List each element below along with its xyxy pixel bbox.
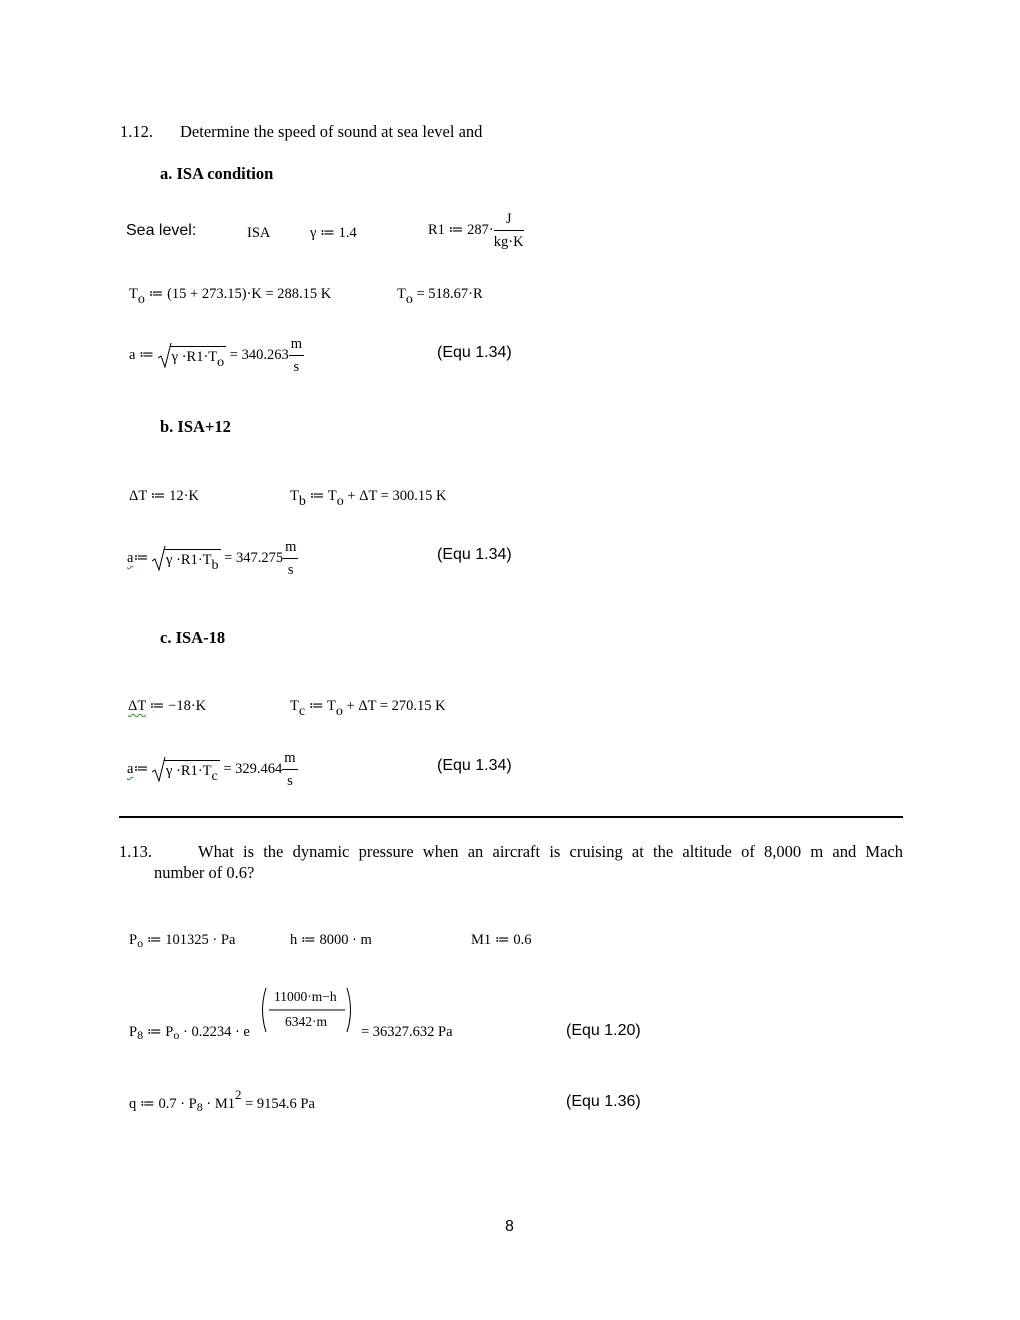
q-subscript: 8 [196,1100,203,1114]
tc-mid: ≔ T [305,698,336,714]
r1-lhs: R1 ≔ 287· [428,222,494,238]
r1-unit-den: kg·K [493,233,524,250]
q-definition [129,1087,315,1114]
a3-unit-s: s [287,772,293,789]
p8-mid-sub: o [173,1028,180,1042]
a2-unit-s: s [287,561,294,578]
tc-mid-sub: o [335,704,343,719]
q-lhs: q ≔ 0.7 · P [129,1096,197,1112]
a2-sqrt [152,549,220,573]
a3-radicand-sub: c [211,768,218,784]
sqrt-icon [158,342,172,368]
a2-lhs: a [127,550,134,566]
to-expression: ≔ (15 + 273.15)·K = 288.15 K [144,286,332,302]
gamma-definition: γ ≔ 1.4 [310,225,357,241]
a2-radicand-sub: b [211,557,219,573]
equ-ref-120: (Equ 1.20) [566,1022,641,1039]
a1-sqrt [158,346,226,370]
to2-value: = 518.67·R [412,286,483,302]
to-rankine [397,286,483,307]
a3-sqrt [152,760,220,784]
section-divider [119,816,903,818]
sqrt-icon [152,545,166,571]
po-rhs: ≔ 101325 · Pa [143,932,236,948]
a2-assign: ≔ [133,550,149,566]
a3-unit-m: m [282,751,297,770]
p8-subscript: 8 [137,1028,144,1042]
q-value: = 9154.6 Pa [241,1096,315,1112]
po-symbol: P [129,932,138,948]
h-definition: h ≔ 8000 · m [290,932,372,948]
a3-assign: ≔ [133,761,149,777]
tc-rhs: + ΔT = 270.15 K [342,698,446,714]
a2-unit-m: m [283,540,298,559]
sqrt-icon [152,756,166,782]
delta-t-c [128,698,206,715]
page-number: 8 [505,1218,514,1235]
speed-of-sound-c [127,751,298,788]
problem-113-line2: number of 0.6? [154,863,255,882]
exponent-denominator: 6342·m [285,1014,327,1029]
tb-definition [290,488,447,509]
a3-value: = 329.464 [223,761,283,777]
r1-definition [428,212,524,249]
po-definition [129,932,235,949]
m1-definition: M1 ≔ 0.6 [471,932,532,948]
a1-unit-m: m [289,337,304,356]
tb-mid-sub: o [336,494,344,509]
p8-mid: ≔ P [143,1024,174,1040]
tc-symbol: T [290,698,299,714]
speed-of-sound-isa [129,337,304,374]
tb-mid: ≔ T [305,488,337,504]
r1-unit-fraction [494,212,524,249]
tb-rhs: + ΔT = 300.15 K [343,488,447,504]
to2-subscript: o [405,292,413,307]
to-symbol: T [129,286,138,302]
a1-value: = 340.263 [229,347,289,363]
equ-ref-b: (Equ 1.34) [437,546,512,563]
a1-radicand-sub: o [217,354,225,370]
tb-subscript: b [298,494,306,509]
delta-t-b: ΔT ≔ 12·K [129,488,199,504]
to-subscript: o [137,292,145,307]
p8-value: = 36327.632 Pa [361,1024,453,1040]
a3-lhs: a [127,761,134,777]
po-subscript: o [137,936,144,950]
isa-label: ISA [247,225,271,241]
a1-radicand: γ ·R1·T [171,348,218,365]
equ-ref-c: (Equ 1.34) [437,757,512,774]
to-definition [129,286,332,307]
tb-symbol: T [290,488,299,504]
tc-definition [290,698,446,719]
equ-ref-136: (Equ 1.36) [566,1093,641,1110]
a1-unit [289,337,304,374]
delta-t-c-lhs: ΔT [128,698,146,714]
a1-unit-s: s [293,358,300,375]
a2-radicand: γ ·R1·T [166,551,212,568]
section-a-heading: a. ISA condition [160,164,274,183]
p8-coef: · 0.2234 · e [179,1024,250,1040]
a2-value: = 347.275 [224,550,284,566]
problem-112-text: Determine the speed of sound at sea level and [180,122,483,141]
exponent-numerator: 11000·m−h [274,989,337,1004]
problem-113-text [119,841,903,883]
problem-113-number: 1.13. [119,842,152,861]
a1-lhs: a ≔ [129,347,155,363]
a3-radicand: γ ·R1·T [166,762,212,779]
q-mid: · M1 [202,1096,235,1112]
p8-lhs-group [129,1024,250,1041]
section-b-heading: b. ISA+12 [160,417,231,436]
problem-113-line1: What is the dynamic pressure when an aircraft is cruising at the altitude of 8,000 m and Mach [198,842,904,861]
speed-of-sound-b [127,540,298,577]
to2-symbol: T [397,286,406,302]
delta-t-c-rhs: ≔ −18·K [145,698,207,714]
q-superscript: 2 [234,1087,242,1102]
r1-unit-num: J [494,212,524,231]
p8-symbol: P [129,1024,138,1040]
a2-unit [283,540,298,577]
a3-unit [282,751,297,788]
tc-subscript: c [298,704,306,719]
equ-ref-a: (Equ 1.34) [437,344,512,361]
problem-112-number: 1.12. [120,122,153,141]
section-c-heading: c. ISA-18 [160,628,226,647]
sea-level-label: Sea level: [126,222,197,239]
